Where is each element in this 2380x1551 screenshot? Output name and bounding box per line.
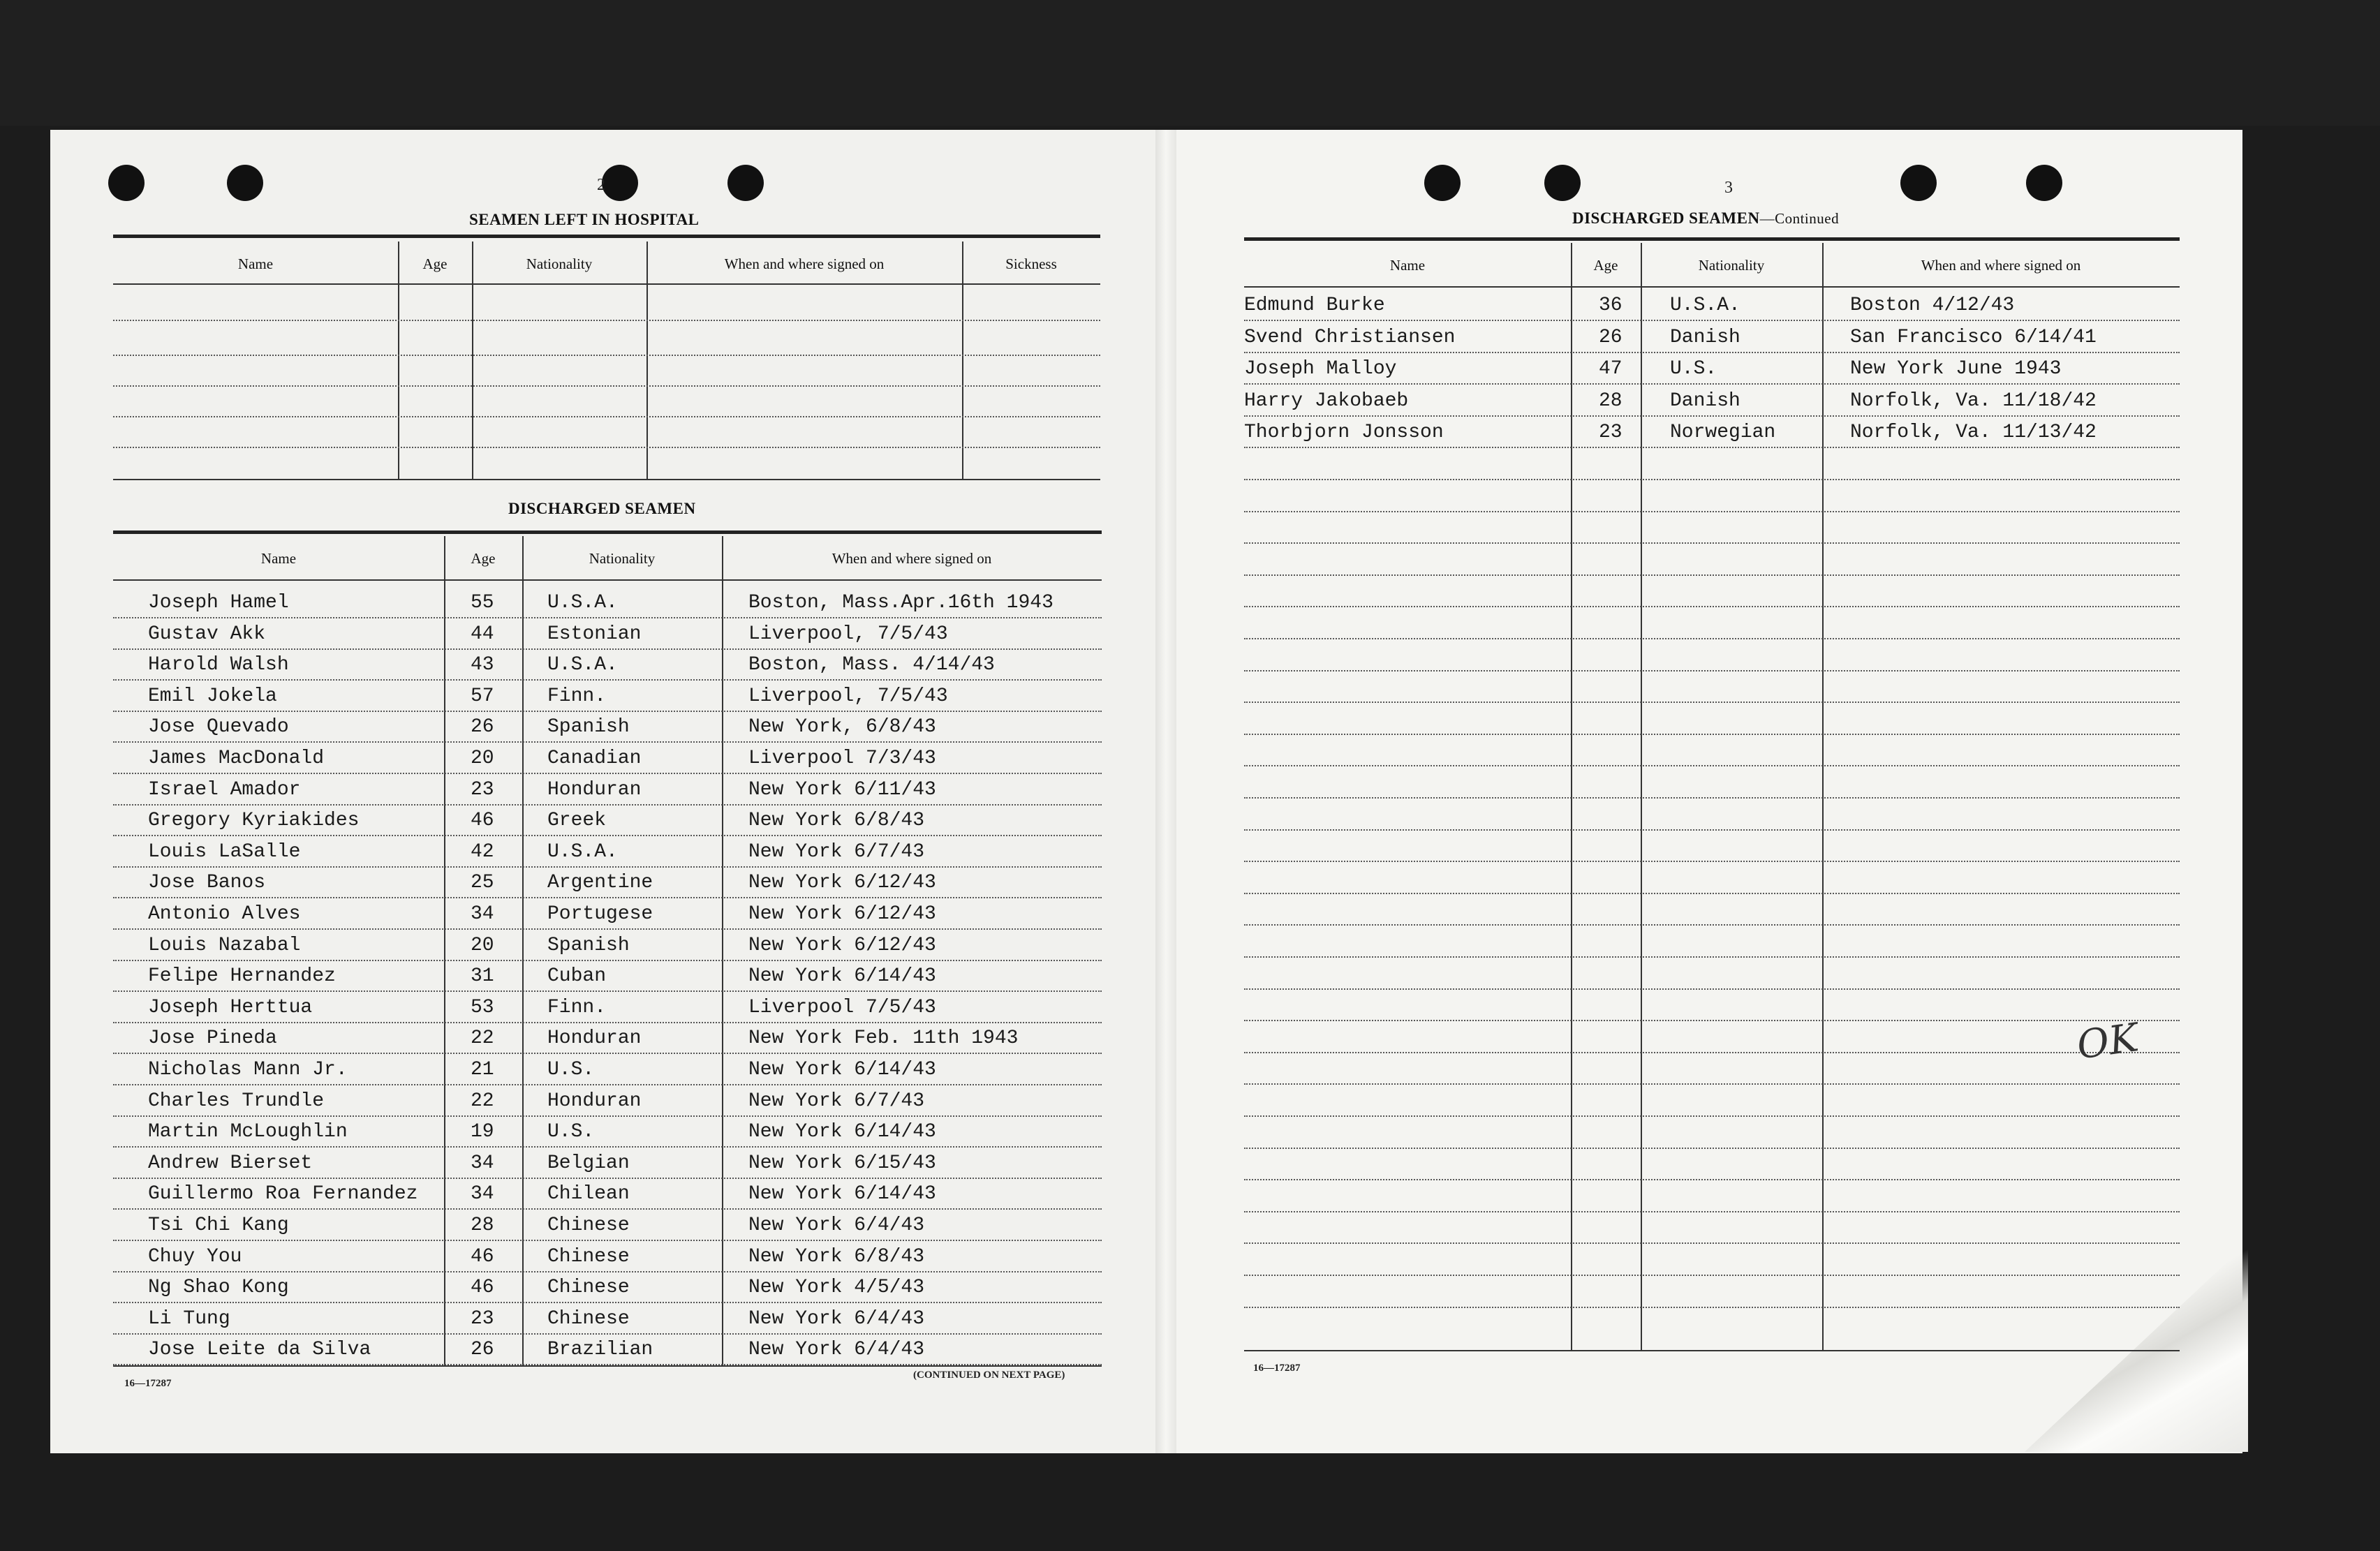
row-line — [1244, 956, 2180, 958]
seaman-nationality: Argentine — [547, 872, 653, 894]
seaman-nationality: Portugese — [547, 903, 653, 925]
form-number: 16—17287 — [1253, 1363, 1301, 1374]
seaman-signed-on: New York 6/7/43 — [748, 840, 925, 863]
punch-hole — [108, 165, 145, 201]
seaman-age: 22 — [471, 1027, 494, 1050]
seaman-signed-on: Boston, Mass.Apr.16th 1943 — [748, 592, 1054, 614]
seaman-signed-on: Boston 4/12/43 — [1850, 295, 2015, 316]
column-divider — [1571, 243, 1572, 1350]
page-number: 2 — [597, 176, 605, 194]
seaman-signed-on: New York 6/15/43 — [748, 1152, 936, 1174]
seaman-signed-on: Liverpool, 7/5/43 — [748, 685, 948, 707]
row-line — [113, 1271, 1102, 1272]
seaman-nationality: U.S. — [547, 1059, 595, 1081]
row-line — [113, 1302, 1102, 1303]
seaman-age: 23 — [471, 778, 494, 801]
seaman-nationality: Brazilian — [547, 1339, 653, 1361]
hospital-column-header: Sickness — [1005, 255, 1057, 272]
seaman-name: Jose Leite da Silva — [148, 1339, 371, 1361]
seaman-name: Chuy You — [148, 1245, 242, 1268]
row-line — [113, 1084, 1102, 1085]
column-header: When and where signed on — [1921, 257, 2081, 274]
row-line — [113, 897, 1102, 898]
seaman-age: 46 — [471, 1277, 494, 1299]
punch-hole — [2026, 165, 2062, 201]
seaman-age: 22 — [471, 1090, 494, 1112]
seaman-name: Joseph Herttua — [148, 996, 313, 1018]
row-line — [113, 1115, 1102, 1117]
seaman-nationality: Finn. — [547, 996, 607, 1018]
seaman-age: 25 — [471, 872, 494, 894]
seaman-name: Antonio Alves — [148, 903, 301, 925]
row-line — [1244, 383, 2180, 385]
column-divider — [1641, 243, 1642, 1350]
seaman-age: 28 — [1599, 389, 1623, 412]
seaman-nationality: Cuban — [547, 965, 607, 988]
row-line — [1244, 511, 2180, 512]
seaman-name: Louis Nazabal — [148, 934, 301, 956]
row-line — [1244, 670, 2180, 671]
hospital-row-line — [113, 447, 1100, 448]
seaman-age: 23 — [471, 1307, 494, 1330]
seaman-age: 53 — [471, 996, 494, 1018]
seaman-age: 19 — [471, 1121, 494, 1143]
background — [0, 0, 2380, 126]
punch-hole — [227, 165, 263, 201]
row-line — [1244, 638, 2180, 639]
row-line — [113, 1146, 1102, 1148]
column-header: Age — [1593, 257, 1618, 274]
row-line — [113, 804, 1102, 806]
row-line — [1244, 893, 2180, 894]
seaman-nationality: Danish — [1670, 389, 1740, 412]
row-line — [1244, 352, 2180, 353]
hospital-header-rule — [113, 283, 1100, 285]
punch-hole — [727, 165, 764, 201]
page-fold — [1155, 130, 1176, 1453]
seaman-name: Felipe Hernandez — [148, 965, 336, 988]
column-header: Name — [1389, 257, 1426, 274]
seaman-nationality: Chinese — [547, 1277, 630, 1299]
seaman-age: 26 — [471, 1339, 494, 1361]
hospital-column-header: When and where signed on — [724, 255, 885, 272]
seaman-nationality: Honduran — [547, 778, 642, 801]
seaman-nationality: Chinese — [547, 1215, 630, 1236]
row-line — [1244, 734, 2180, 735]
row-line — [113, 1333, 1102, 1335]
row-line — [1244, 1115, 2180, 1117]
punch-hole — [1424, 165, 1461, 201]
seaman-nationality: Greek — [547, 810, 607, 832]
hospital-row-line — [113, 355, 1100, 356]
seaman-signed-on: New York, 6/8/43 — [748, 716, 936, 739]
seaman-signed-on: New York 6/7/43 — [748, 1090, 925, 1112]
row-line — [1244, 606, 2180, 607]
seaman-name: Edmund Burke — [1244, 295, 1385, 316]
punch-hole — [1544, 165, 1581, 201]
seaman-nationality: Chilean — [547, 1183, 630, 1205]
seaman-age: 57 — [471, 685, 494, 707]
form-number: 16—17287 — [124, 1378, 172, 1389]
row-line — [113, 835, 1102, 836]
page-number: 3 — [1724, 179, 1733, 197]
seaman-name: Charles Trundle — [148, 1090, 325, 1112]
seaman-age: 26 — [471, 716, 494, 739]
seaman-nationality: Spanish — [547, 716, 630, 739]
seaman-signed-on: Liverpool 7/3/43 — [748, 748, 936, 769]
seaman-nationality: U.S.A. — [547, 592, 618, 614]
seaman-name: Jose Quevado — [148, 716, 289, 739]
seaman-age: 31 — [471, 965, 494, 988]
table-header-rule — [113, 579, 1102, 581]
hospital-title: SEAMEN LEFT IN HOSPITAL — [469, 211, 700, 228]
row-line — [1244, 1179, 2180, 1180]
seaman-name: Andrew Bierset — [148, 1152, 313, 1174]
seaman-age: 34 — [471, 1183, 494, 1205]
seaman-nationality: U.S. — [1670, 358, 1717, 380]
seaman-signed-on: Norfolk, Va. 11/13/42 — [1850, 422, 2097, 444]
seaman-signed-on: Boston, Mass. 4/14/43 — [748, 654, 995, 676]
seaman-name: Gustav Akk — [148, 623, 266, 645]
seaman-nationality: Finn. — [547, 685, 607, 707]
hospital-column-header: Name — [237, 255, 274, 272]
hospital-column-divider — [398, 242, 399, 479]
seaman-signed-on: Liverpool, 7/5/43 — [748, 623, 948, 645]
seaman-age: 55 — [471, 592, 494, 614]
row-line — [1244, 1275, 2180, 1276]
hospital-rule-top — [113, 235, 1100, 238]
row-line — [1244, 702, 2180, 703]
row-line — [113, 711, 1102, 712]
seaman-signed-on: New York 6/14/43 — [748, 1059, 936, 1081]
seaman-signed-on: Norfolk, Va. 11/18/42 — [1850, 389, 2097, 412]
seaman-nationality: Danish — [1670, 326, 1740, 348]
seaman-nationality: U.S. — [547, 1121, 595, 1143]
seaman-name: Thorbjorn Jonsson — [1244, 422, 1444, 444]
seaman-name: Tsi Chi Kang — [148, 1215, 289, 1236]
hospital-column-header: Nationality — [526, 255, 593, 272]
row-line — [1244, 1211, 2180, 1212]
row-line — [1244, 1083, 2180, 1085]
seaman-name: Louis LaSalle — [148, 840, 301, 863]
seaman-name: Svend Christiansen — [1244, 326, 1456, 348]
seaman-signed-on: New York June 1943 — [1850, 358, 2062, 380]
seaman-age: 47 — [1599, 358, 1623, 380]
seaman-nationality: Honduran — [547, 1027, 642, 1050]
seaman-nationality: U.S.A. — [1670, 295, 1740, 316]
row-line — [113, 1208, 1102, 1210]
seaman-age: 34 — [471, 903, 494, 925]
row-line — [113, 1240, 1102, 1241]
seaman-nationality: Chinese — [547, 1307, 630, 1330]
seaman-signed-on: New York 6/12/43 — [748, 872, 936, 894]
table-rule-bottom — [1244, 1350, 2180, 1351]
seaman-signed-on: New York 6/4/43 — [748, 1215, 925, 1236]
column-header: Nationality — [589, 550, 656, 567]
row-line — [113, 679, 1102, 681]
seaman-signed-on: New York 6/14/43 — [748, 1121, 936, 1143]
seaman-name: Emil Jokela — [148, 685, 277, 707]
seaman-age: 43 — [471, 654, 494, 676]
seaman-name: Ng Shao Kong — [148, 1277, 289, 1299]
row-line — [113, 648, 1102, 650]
seaman-name: Joseph Hamel — [148, 592, 289, 614]
row-line — [1244, 542, 2180, 544]
seaman-nationality: Spanish — [547, 934, 630, 956]
seaman-nationality: Canadian — [547, 748, 642, 769]
seaman-name: Martin McLoughlin — [148, 1121, 348, 1143]
handwritten-mark: OK — [2074, 1015, 2141, 1069]
row-line — [1244, 829, 2180, 831]
row-line — [1244, 447, 2180, 448]
seaman-name: Guillermo Roa Fernandez — [148, 1183, 418, 1205]
column-header: Name — [260, 550, 297, 567]
hospital-column-divider — [472, 242, 473, 479]
seaman-age: 36 — [1599, 295, 1623, 316]
seaman-name: Harry Jakobaeb — [1244, 389, 1409, 412]
seaman-name: Jose Banos — [148, 872, 266, 894]
seaman-signed-on: New York 6/12/43 — [748, 903, 936, 925]
row-line — [1244, 415, 2180, 417]
punch-hole — [602, 165, 638, 201]
row-line — [1244, 1242, 2180, 1244]
seaman-signed-on: New York Feb. 11th 1943 — [748, 1027, 1019, 1050]
seaman-nationality: Estonian — [547, 623, 642, 645]
row-line — [113, 773, 1102, 774]
row-line — [1244, 797, 2180, 799]
table-rule-bottom — [113, 1365, 1102, 1367]
row-line — [113, 1178, 1102, 1179]
hospital-column-divider — [646, 242, 648, 479]
seaman-name: Jose Pineda — [148, 1027, 277, 1050]
seaman-signed-on: New York 6/4/43 — [748, 1339, 925, 1361]
seaman-age: 46 — [471, 1245, 494, 1268]
row-line — [1244, 320, 2180, 321]
continued-title-suffix: —Continued — [1759, 210, 1840, 227]
hospital-column-header: Age — [422, 255, 448, 272]
seaman-age: 21 — [471, 1059, 494, 1081]
seaman-nationality: U.S.A. — [547, 654, 618, 676]
continued-note: (CONTINUED ON NEXT PAGE) — [913, 1370, 1065, 1381]
row-line — [113, 741, 1102, 743]
continued-title-main: DISCHARGED SEAMEN — [1572, 209, 1760, 227]
seaman-name: Gregory Kyriakides — [148, 810, 360, 832]
seaman-name: Israel Amador — [148, 778, 301, 801]
seaman-signed-on: Liverpool 7/5/43 — [748, 996, 936, 1018]
seaman-signed-on: New York 4/5/43 — [748, 1277, 925, 1299]
seaman-signed-on: New York 6/12/43 — [748, 934, 936, 956]
table-rule-top — [113, 530, 1102, 534]
seaman-name: James MacDonald — [148, 748, 325, 769]
seaman-nationality: Belgian — [547, 1152, 630, 1174]
continued-title — [1572, 209, 1839, 228]
row-line — [113, 960, 1102, 961]
seaman-signed-on: New York 6/8/43 — [748, 1245, 925, 1268]
column-header: Nationality — [1698, 257, 1765, 274]
seaman-signed-on: New York 6/8/43 — [748, 810, 925, 832]
column-header: Age — [471, 550, 496, 567]
seaman-name: Harold Walsh — [148, 654, 289, 676]
seaman-age: 44 — [471, 623, 494, 645]
seaman-name: Nicholas Mann Jr. — [148, 1059, 348, 1081]
seaman-nationality: U.S.A. — [547, 840, 618, 863]
seaman-age: 26 — [1599, 326, 1623, 348]
seaman-age: 20 — [471, 748, 494, 769]
seaman-age: 28 — [471, 1215, 494, 1236]
seaman-signed-on: New York 6/14/43 — [748, 965, 936, 988]
table-rule-top — [1244, 237, 2180, 241]
seaman-age: 42 — [471, 840, 494, 863]
seaman-age: 20 — [471, 934, 494, 956]
seaman-signed-on: San Francisco 6/14/41 — [1850, 326, 2097, 348]
seaman-age: 46 — [471, 810, 494, 832]
seaman-name: Li Tung — [148, 1307, 230, 1330]
hospital-column-divider — [962, 242, 963, 479]
row-line — [113, 866, 1102, 868]
punch-hole — [1900, 165, 1937, 201]
row-line — [113, 1053, 1102, 1054]
hospital-row-line — [113, 320, 1100, 321]
row-line — [1244, 1148, 2180, 1149]
seaman-signed-on: New York 6/11/43 — [748, 778, 936, 801]
seaman-nationality: Norwegian — [1670, 422, 1776, 444]
row-line — [1244, 988, 2180, 990]
column-header: When and where signed on — [831, 550, 992, 567]
hospital-rule-bottom — [113, 479, 1100, 480]
hospital-row-line — [113, 416, 1100, 417]
seaman-signed-on: New York 6/14/43 — [748, 1183, 936, 1205]
row-line — [1244, 1020, 2180, 1021]
row-line — [1244, 1052, 2180, 1053]
discharged-title: DISCHARGED SEAMEN — [508, 500, 696, 517]
table-header-rule — [1244, 286, 2180, 288]
seaman-nationality: Chinese — [547, 1245, 630, 1268]
row-line — [1244, 1307, 2180, 1308]
seaman-name: Joseph Malloy — [1244, 358, 1397, 380]
row-line — [113, 617, 1102, 618]
row-line — [1244, 765, 2180, 766]
row-line — [113, 1022, 1102, 1023]
seaman-nationality: Honduran — [547, 1090, 642, 1112]
row-line — [113, 990, 1102, 992]
row-line — [1244, 574, 2180, 576]
seaman-signed-on: New York 6/4/43 — [748, 1307, 925, 1330]
row-line — [113, 928, 1102, 930]
row-line — [1244, 861, 2180, 862]
seaman-age: 23 — [1599, 422, 1623, 444]
row-line — [1244, 479, 2180, 480]
column-divider — [1822, 243, 1824, 1350]
seaman-age: 34 — [471, 1152, 494, 1174]
hospital-row-line — [113, 385, 1100, 387]
row-line — [1244, 924, 2180, 926]
